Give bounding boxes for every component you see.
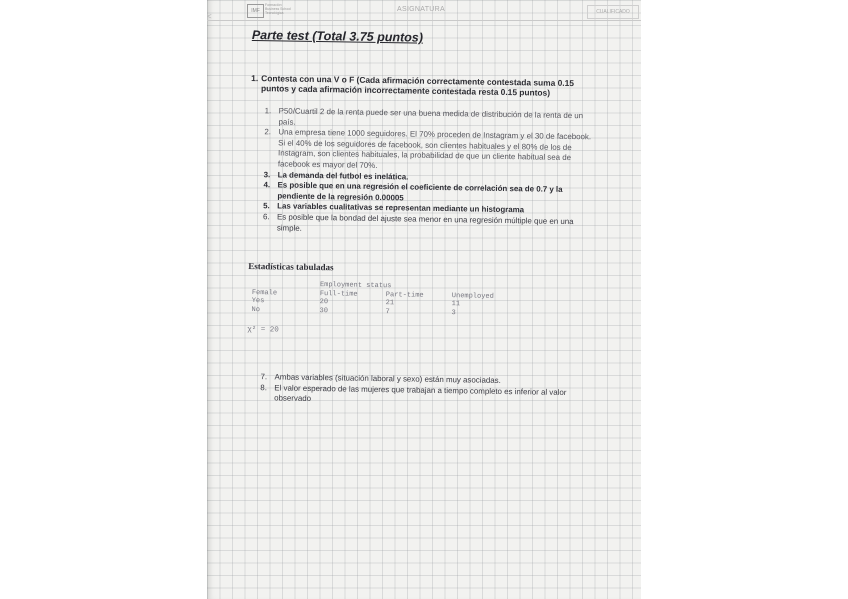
statement-item: 6. Es posible que la bondad del ajuste sea menor en una regresión múltiple que en una simple. xyxy=(262,212,574,233)
page-title: Parte test (Total 3.75 puntos) xyxy=(251,28,424,45)
sheet-header xyxy=(207,0,641,21)
statement-list xyxy=(249,106,599,239)
question-1 xyxy=(251,73,599,98)
table-row: No 30 7 3 xyxy=(251,305,456,317)
contingency-table xyxy=(252,280,596,319)
institution-logo: IMF xyxy=(247,4,264,18)
section-title: Estadísticas tabuladas xyxy=(248,261,334,273)
statement-item: 3. La demanda del futbol es inelática. xyxy=(263,169,409,182)
table-row: Yes 20 21 11 xyxy=(251,297,461,309)
side-mark: < xyxy=(207,12,212,21)
grade-box: CUALIFICADO xyxy=(587,5,639,19)
exam-sheet xyxy=(207,0,641,599)
subject-label: ASIGNATURA xyxy=(397,6,445,13)
table-group-header: Employment status xyxy=(319,281,392,291)
question-text: Contesta con una V o F (Cada afirmación correctamente contestada suma 0.15 puntos y cada afirmación incorrectamente contestada resta 0.15 puntos) xyxy=(260,73,575,98)
question-number: 1. xyxy=(251,72,259,84)
statement-item: 8. El valor esperado de las mujeres que trabajan a tiempo completo es inferior al valor observado xyxy=(260,382,567,404)
statement-item: 7. Ambas variables (situación laboral y sexo) están muy asociadas. xyxy=(260,372,501,386)
table-header-row: Female Full-time Part-time Unemployed xyxy=(251,288,494,301)
statement-list-2 xyxy=(246,372,594,409)
statement-item: 2. Una empresa tiene 1000 seguidores. El 70% proceden de Instagram y el 30 de facebook. Si el 40% de los seguidores de facebook, son clientes habituales y el 80% de los de Instagram, son clientes habituales, la probabilidad de que un cliente habitual sea de facebook es mayor del 70%. xyxy=(264,127,592,170)
statement-item: 5. Las variables cualitativas se representan mediante un histograma xyxy=(263,201,525,215)
statement-item: 4. Es posible que en una regresión el coeficiente de correlación sea de 0.7 y la pendiente de la regresión 0.00005 xyxy=(263,180,563,203)
institution-name: Formación Business School Tecnológica xyxy=(265,3,291,15)
chi-square-value: χ² = 20 xyxy=(247,326,279,335)
exam-content xyxy=(246,28,600,409)
statement-item: 1. P50/Cuartil 2 de la renta puede ser una buena medida de distribución de la renta de un país. xyxy=(264,106,584,127)
